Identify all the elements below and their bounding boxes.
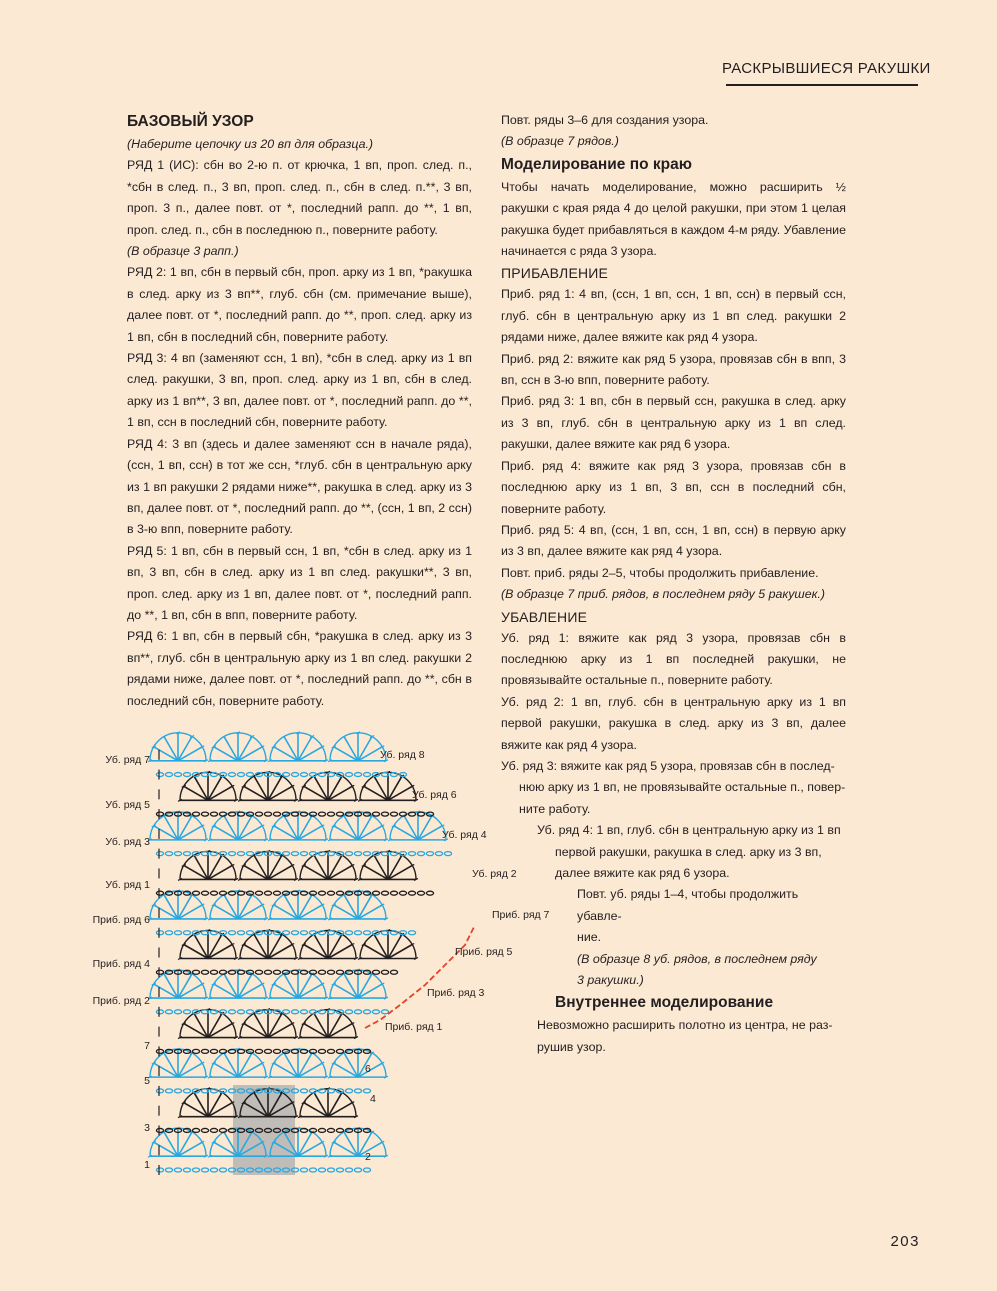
chain-stitch: [408, 931, 415, 935]
chain-stitch: [327, 812, 334, 816]
chart-left-labels: [93, 754, 151, 1171]
decrease-note-line-2: 3 ракушки.): [577, 973, 644, 988]
chain-stitch: [192, 970, 199, 974]
chain-stitch: [246, 852, 253, 856]
chart-right-label: Уб. ряд 2: [472, 868, 517, 880]
chain-stitch: [255, 812, 262, 816]
chain-stitch: [165, 931, 172, 935]
increase-row-4: Приб. ряд 4: вяжите как ряд 3 узора, провязав сбн в последнюю арку из 1 вп, 3 вп, ссн в последний сбн, поверните работу.: [501, 458, 846, 516]
chart-right-label: Уб. ряд 8: [380, 749, 425, 761]
chain-stitch: [156, 1168, 163, 1172]
chain-stitch: [165, 1168, 172, 1172]
chain-stitch: [318, 852, 325, 856]
chain-stitch: [354, 1010, 361, 1014]
chain-stitch: [318, 773, 325, 777]
chain-stitch: [327, 1049, 334, 1053]
chain-stitch: [291, 1010, 298, 1014]
increase-repeat: Повт. приб. ряды 2–5, чтобы продолжить прибавление.: [501, 565, 819, 580]
chain-stitch: [255, 1049, 262, 1053]
chain-stitch: [354, 1168, 361, 1172]
chain-stitch: [291, 773, 298, 777]
decrease-row-3-line-3: ните работу.: [519, 801, 591, 816]
chain-stitch: [237, 931, 244, 935]
chain-stitch: [318, 1089, 325, 1093]
chain-stitch: [300, 1168, 307, 1172]
chain-stitch: [174, 1168, 181, 1172]
inner-shaping-line-2: рушив узор.: [537, 1039, 606, 1054]
chart-right-label: Приб. ряд 1: [385, 1021, 443, 1033]
chain-stitch: [327, 1168, 334, 1172]
chain-stitch: [318, 1010, 325, 1014]
chain-stitch: [210, 931, 217, 935]
chain-stitch: [363, 773, 370, 777]
chain-stitch: [156, 812, 163, 816]
chain-stitch: [201, 1168, 208, 1172]
edge-shaping-title: Моделирование по краю: [501, 155, 692, 173]
chain-stitch: [345, 1168, 352, 1172]
chain-stitch: [246, 1010, 253, 1014]
chain-row: [156, 970, 397, 974]
chain-stitch: [210, 970, 217, 974]
decrease-row-3-line-2: нюю арку из 1 вп, не провязывайте остальные п., повер-: [519, 780, 846, 795]
chain-stitch: [192, 812, 199, 816]
chain-stitch: [408, 812, 415, 816]
chain-stitch: [345, 1010, 352, 1014]
chain-stitch: [219, 1168, 226, 1172]
chain-stitch: [336, 812, 343, 816]
chain-stitch: [372, 970, 379, 974]
chart-left-label: Приб. ряд 6: [92, 914, 150, 926]
chain-stitch: [300, 970, 307, 974]
chain-stitch: [201, 812, 208, 816]
chain-stitch: [246, 931, 253, 935]
chart-right-label: Приб. ряд 5: [455, 946, 513, 958]
shell-symbol: [268, 732, 328, 762]
chain-stitch: [291, 852, 298, 856]
section-title-base-pattern: БАЗОВЫЙ УЗОР: [127, 113, 254, 130]
chain-stitch: [210, 773, 217, 777]
chain-stitch: [156, 1128, 163, 1132]
chain-stitch: [354, 773, 361, 777]
decrease-row-1: Уб. ряд 1: вяжите как ряд 3 узора, провязав сбн в последнюю арку из 1 вп последней ракушки, не провязывайте остальные п., поверните работу.: [501, 630, 846, 688]
chain-stitch: [336, 1049, 343, 1053]
chain-stitch: [273, 970, 280, 974]
chain-stitch: [255, 970, 262, 974]
base-intro: (Наберите цепочку из 20 вп для образца.): [127, 137, 374, 151]
chart-left-label: Уб. ряд 5: [105, 799, 150, 811]
chain-stitch: [300, 931, 307, 935]
chain-stitch: [309, 1168, 316, 1172]
chain-stitch: [255, 891, 262, 895]
chain-stitch: [183, 852, 190, 856]
chain-stitch: [318, 1049, 325, 1053]
chart-left-label: Приб. ряд 4: [92, 958, 150, 970]
chain-stitch: [165, 1089, 172, 1093]
chart-left-label: 5: [144, 1075, 150, 1087]
chart-right-label: Уб. ряд 6: [412, 789, 457, 801]
chain-stitch: [381, 970, 388, 974]
chain-stitch: [237, 1010, 244, 1014]
chain-stitch: [228, 852, 235, 856]
chart-left-label: Приб. ряд 2: [92, 995, 150, 1007]
chain-stitch: [282, 1010, 289, 1014]
chain-stitch: [390, 773, 397, 777]
chain-stitch: [273, 891, 280, 895]
chain-stitch: [300, 1128, 307, 1132]
left-column: [127, 110, 472, 712]
decrease-row-3-line-1: Уб. ряд 3: вяжите как ряд 5 узора, провязав сбн в послед-: [501, 758, 835, 773]
chain-stitch: [399, 891, 406, 895]
chain-stitch: [264, 1049, 271, 1053]
chain-stitch: [444, 852, 451, 856]
chain-stitch: [354, 1089, 361, 1093]
chain-stitch: [192, 1049, 199, 1053]
chain-stitch: [363, 852, 370, 856]
chain-stitch: [156, 1049, 163, 1053]
increase-note: (В образце 7 приб. рядов, в последнем ряду 5 ракушек.): [501, 587, 826, 602]
chain-stitch: [282, 931, 289, 935]
chain-stitch: [228, 773, 235, 777]
decrease-repeat-line-2: ние.: [577, 930, 602, 945]
chain-stitch: [300, 1049, 307, 1053]
chain-stitch: [417, 891, 424, 895]
chain-stitch: [300, 852, 307, 856]
running-head: РАСКРЫВШИЕСЯ РАКУШКИ: [722, 60, 931, 77]
chain-stitch: [192, 1128, 199, 1132]
chain-stitch: [300, 891, 307, 895]
chain-stitch: [237, 852, 244, 856]
chain-stitch: [318, 970, 325, 974]
chain-stitch: [372, 812, 379, 816]
chart-left-label: Уб. ряд 7: [105, 754, 150, 766]
chain-stitch: [174, 773, 181, 777]
chain-stitch: [327, 891, 334, 895]
chain-stitch: [327, 970, 334, 974]
chain-stitch: [210, 852, 217, 856]
chain-stitch: [372, 891, 379, 895]
chain-stitch: [408, 891, 415, 895]
decrease-row-4-line-3: далее вяжите как ряд 6 узора.: [555, 866, 730, 880]
chain-stitch: [156, 970, 163, 974]
chain-stitch: [201, 1049, 208, 1053]
chain-stitch: [363, 1010, 370, 1014]
running-head-rule: [726, 84, 918, 86]
chain-stitch: [417, 852, 424, 856]
chain-stitch: [363, 1168, 370, 1172]
chain-stitch: [345, 852, 352, 856]
chain-stitch: [264, 970, 271, 974]
chain-stitch: [300, 773, 307, 777]
chain-stitch: [390, 812, 397, 816]
chain-stitch: [345, 931, 352, 935]
increase-row-2: Приб. ряд 2: вяжите как ряд 5 узора, провязав сбн в впп, 3 вп, ссн в 3-ю впп, поверните работу.: [501, 351, 846, 388]
decrease-note-line-1: (В образце 8 уб. рядов, в последнем ряду: [577, 951, 817, 966]
chain-stitch: [291, 931, 298, 935]
shell-symbol: [328, 732, 388, 762]
chain-stitch: [390, 931, 397, 935]
chain-row: [156, 812, 433, 816]
chart-left-label: 7: [144, 1040, 150, 1052]
shell-symbol: [148, 732, 208, 762]
chain-stitch: [336, 891, 343, 895]
chain-stitch: [156, 1010, 163, 1014]
chain-stitch: [228, 1049, 235, 1053]
chain-stitch: [336, 1168, 343, 1172]
chain-stitch: [381, 1010, 388, 1014]
chain-stitch: [390, 970, 397, 974]
chart-left-label: Уб. ряд 1: [105, 879, 150, 891]
edge-shaping-text: Чтобы начать моделирование, можно расширить ½ ракушки с края ряда 4 до целой ракушки, при этом 1 целая ракушка будет прибавляться в каждом 4-м ряду. Убавление начинается с ряда 3 узора.: [501, 179, 846, 259]
chain-stitch: [174, 852, 181, 856]
chain-stitch: [210, 1049, 217, 1053]
chain-stitch: [318, 891, 325, 895]
chain-stitch: [300, 1089, 307, 1093]
chain-stitch: [156, 891, 163, 895]
chain-stitch: [372, 1010, 379, 1014]
chart-right-label: 6: [365, 1063, 371, 1075]
chart-left-label: 3: [144, 1122, 150, 1134]
row-2-text: РЯД 2: 1 вп, сбн в первый сбн, проп. арку из 1 вп, *ракушка в след. арку из 3 вп**, глуб. сбн (см. примечание выше), далее повт. от *, последний рапп. до **, проп. след. арку из 1 вп, сбн в последний сбн, поверните работу.: [127, 265, 472, 344]
chart-right-label: Приб. ряд 7: [492, 909, 550, 921]
increase-row-3: Приб. ряд 3: 1 вп, сбн в первый ссн, ракушка в след. арку из 3 вп, глуб. сбн в центральную арку из 1 вп след. ракушки, далее вяжите как ряд 6 узора.: [501, 394, 846, 452]
chain-stitch: [183, 931, 190, 935]
chain-stitch: [183, 773, 190, 777]
chain-stitch: [210, 1089, 217, 1093]
row-4-text: РЯД 4: 3 вп (здесь и далее заменяют ссн в начале ряда), (ссн, 1 вп, ссн) в тот же ссн, *глуб. сбн в центральную арку из 1 вп ракушки 2 рядами ниже**, ракушка в след. арку из 3 вп, далее повт. от *, последний рапп. до **, (ссн, 1 вп, 2 ссн) в 3-ю впп, поверните работу.: [127, 436, 472, 537]
repeat-rows: Повт. ряды 3–6 для создания узора.: [501, 113, 709, 127]
chain-stitch: [165, 773, 172, 777]
chain-stitch: [228, 970, 235, 974]
increase-row-5: Приб. ряд 5: 4 вп, (ссн, 1 вп, ссн, 1 вп, ссн) в первую арку из 3 вп, далее вяжите как ряд 4 узора.: [501, 522, 846, 559]
chain-stitch: [282, 773, 289, 777]
chain-stitch: [183, 1089, 190, 1093]
chain-stitch: [336, 1128, 343, 1132]
row-5-text: РЯД 5: 1 вп, сбн в первый ссн, 1 вп, *сбн в след. арку из 1 вп, 3 вп, сбн в след. арку из 1 вп след. ракушки**, 3 вп, проп. след. арку из 1 вп, далее повт. от *, последний рапп. до **, 1 вп, сбн в впп, поверните работу.: [127, 543, 472, 622]
chain-stitch: [318, 931, 325, 935]
decrease-row-4-line-2: первой ракушки, ракушка в след. арку из 3 вп,: [555, 844, 822, 859]
chain-stitch: [201, 891, 208, 895]
chain-stitch: [300, 1010, 307, 1014]
inner-shaping-line-1: Невозможно расширить полотно из центра, не раз-: [537, 1018, 833, 1033]
page-number: 203: [890, 1233, 920, 1250]
decrease-row-4-line-1: Уб. ряд 4: 1 вп, глуб. сбн в центральную арку из 1 вп: [537, 823, 841, 838]
row-6-text: РЯД 6: 1 вп, сбн в первый сбн, *ракушка в след. арку из 3 вп**, глуб. сбн в центральную арку из 1 вп след. ракушки 2 рядами ниже, далее повт. от *, последний рапп. до **, сбн в последний сбн, поверните работу.: [127, 629, 472, 708]
chain-stitch: [318, 1168, 325, 1172]
chain-stitch: [210, 1010, 217, 1014]
chain-stitch: [381, 812, 388, 816]
chain-stitch: [210, 1168, 217, 1172]
chain-stitch: [264, 891, 271, 895]
row-3-text: РЯД 3: 4 вп (заменяют ссн, 1 вп), *сбн в след. арку из 1 вп след. ракушки, 3 вп, проп. след. арку из 1 вп, сбн в след. арку из 1 вп**, 3 вп, далее повт. от *, последний рапп. до **, 1 вп, ссн в последний сбн, поверните работу.: [127, 351, 472, 430]
decrease-row-2: Уб. ряд 2: 1 вп, глуб. сбн в центральную арку из 1 вп первой ракушки, ракушка в след. арку из 3 вп, далее вяжите как ряд 4 узора.: [501, 694, 846, 752]
chain-stitch: [363, 931, 370, 935]
chain-stitch: [174, 931, 181, 935]
row-1-note: (В образце 3 рапп.): [127, 244, 239, 259]
chain-row: [156, 891, 433, 895]
increase-row-1: Приб. ряд 1: 4 вп, (ссн, 1 вп, ссн, 1 вп, ссн) в первый ссн, глуб. сбн в центральную арку из 1 вп след. ракушки 2 рядами ниже, далее вяжите как ряд 4 узора.: [501, 287, 846, 345]
chain-stitch: [327, 1128, 334, 1132]
chain-stitch: [228, 812, 235, 816]
decrease-title: УБАВЛЕНИЕ: [501, 608, 588, 625]
chain-stitch: [174, 1010, 181, 1014]
chain-stitch: [156, 852, 163, 856]
chain-stitch: [156, 1089, 163, 1093]
chain-stitch: [354, 852, 361, 856]
chain-stitch: [228, 1010, 235, 1014]
chain-stitch: [318, 812, 325, 816]
chain-stitch: [300, 812, 307, 816]
chain-stitch: [408, 852, 415, 856]
chain-stitch: [345, 773, 352, 777]
chain-stitch: [282, 852, 289, 856]
chain-stitch: [165, 1010, 172, 1014]
chain-stitch: [390, 852, 397, 856]
chain-stitch: [210, 1128, 217, 1132]
row-1-text: РЯД 1 (ИС): сбн во 2-ю п. от крючка, 1 вп, проп. след. п., *сбн в след. п., 3 вп, проп. след. п., сбн в след. п.**, 3 вп, проп. 3 п., далее повт. от *, последний рапп. до **, 1 вп, проп. след. п., сбн в последнюю п., поверните работу.: [127, 158, 472, 237]
chart-left-label: Уб. ряд 3: [105, 836, 150, 848]
chain-stitch: [426, 891, 433, 895]
chain-stitch: [426, 852, 433, 856]
chain-stitch: [354, 931, 361, 935]
chain-stitch: [381, 891, 388, 895]
chain-stitch: [318, 1128, 325, 1132]
chart-right-label: 2: [365, 1151, 371, 1163]
chain-stitch: [228, 891, 235, 895]
chain-stitch: [228, 931, 235, 935]
chain-stitch: [273, 1049, 280, 1053]
chain-stitch: [435, 852, 442, 856]
chain-stitch: [390, 891, 397, 895]
inner-shaping-title: Внутреннее моделирование: [555, 994, 774, 1012]
chain-stitch: [336, 970, 343, 974]
chart-left-label: 1: [144, 1159, 150, 1171]
chart-right-label: Уб. ряд 4: [442, 829, 487, 841]
chain-stitch: [237, 773, 244, 777]
chain-stitch: [156, 931, 163, 935]
chain-stitch: [210, 891, 217, 895]
chain-stitch: [246, 773, 253, 777]
chain-stitch: [345, 1089, 352, 1093]
increase-title: ПРИБАВЛЕНИЕ: [501, 265, 609, 282]
chain-stitch: [156, 773, 163, 777]
chain-stitch: [183, 1010, 190, 1014]
repeat-note: (В образце 7 рядов.): [501, 134, 619, 149]
chain-stitch: [273, 812, 280, 816]
crochet-chart: [80, 720, 580, 1190]
chain-stitch: [264, 812, 271, 816]
chain-stitch: [174, 1089, 181, 1093]
chain-stitch: [192, 891, 199, 895]
chain-stitch: [192, 1168, 199, 1172]
chart-right-label: 4: [370, 1093, 376, 1105]
decrease-repeat-line-1: Повт. уб. ряды 1–4, чтобы продолжить убавле-: [577, 887, 799, 923]
shell-symbol: [208, 732, 268, 762]
chain-stitch: [210, 812, 217, 816]
chain-stitch: [165, 852, 172, 856]
chain-stitch: [201, 970, 208, 974]
chain-stitch: [201, 1128, 208, 1132]
chain-stitch: [183, 1168, 190, 1172]
chart-right-label: Приб. ряд 3: [427, 987, 485, 999]
